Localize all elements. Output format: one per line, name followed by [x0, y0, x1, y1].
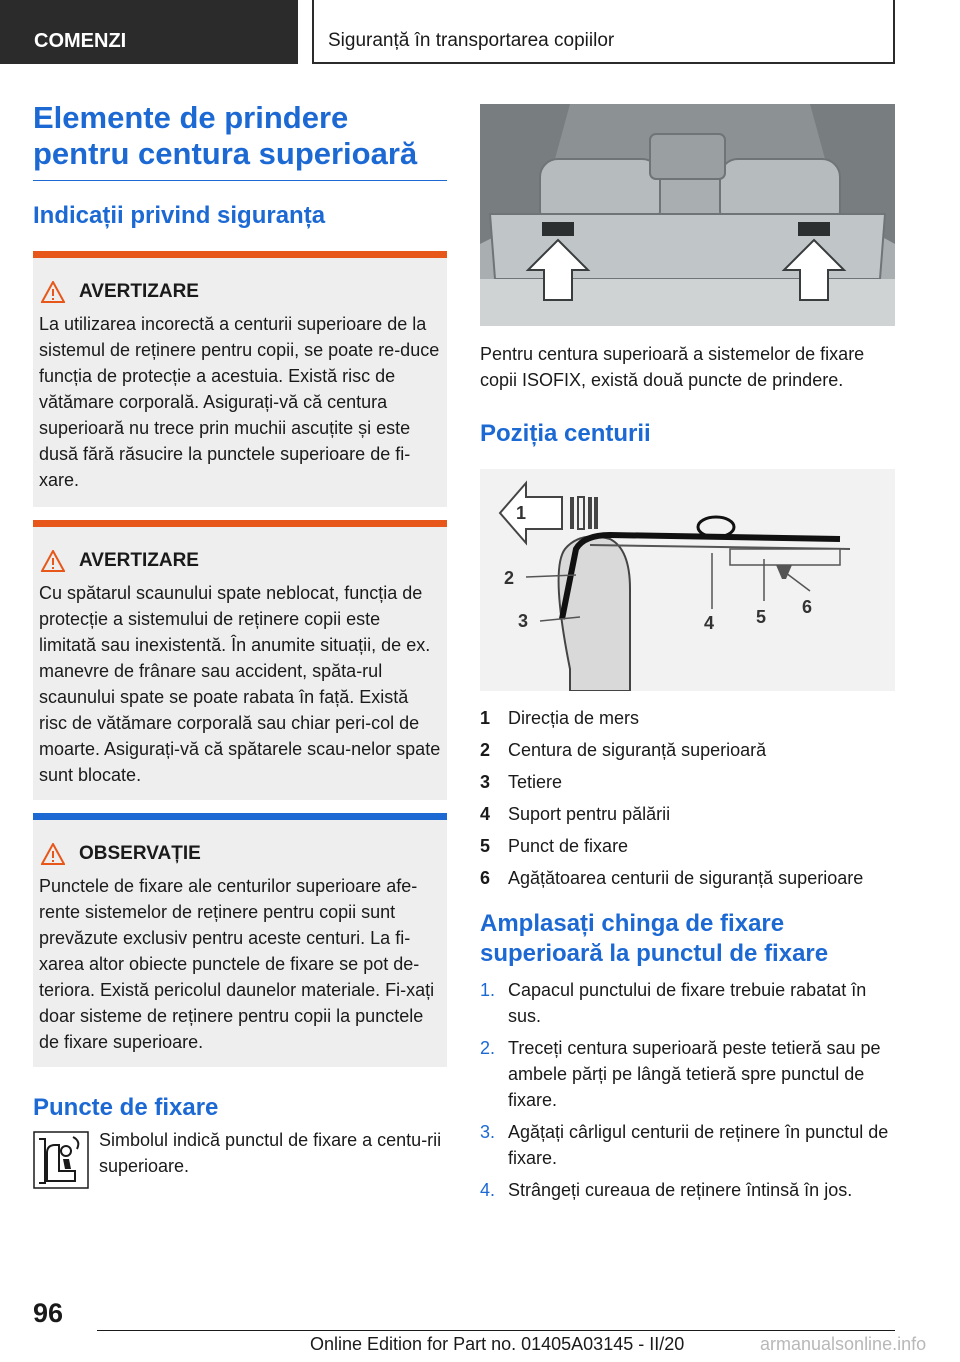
footer-watermark: armanualsonline.info — [760, 1334, 927, 1354]
page-title-line2: pentru centura superioară — [33, 136, 418, 171]
child-seat-anchor-icon — [33, 1131, 89, 1189]
left-column — [33, 100, 447, 1189]
position-heading: Poziția centurii — [480, 420, 651, 447]
rear-seat-anchor-photo — [480, 104, 895, 326]
legend-item: 3 Tetiere — [480, 772, 563, 792]
warning-title: AVERTIZARE — [79, 281, 199, 302]
note-triangle-icon — [41, 843, 65, 865]
footer-rule — [97, 1330, 895, 1331]
step-item: 2. Treceți centura superioară peste tetieră sau pe ambele părți pe lângă tetieră spre punctul de fixare. — [480, 1038, 881, 1110]
legend-item: 6 Agățătoarea centurii de siguranță superioare — [480, 868, 864, 888]
legend-item: 2 Centura de siguranță superioară — [480, 740, 767, 760]
legend-item: 4 Suport pentru pălării — [480, 804, 671, 824]
warning-text: Cu spătarul scaunului spate neblocat, funcția de protecție a sistemului de reținere copii este limitată sau inexistentă. În anumite situații, de ex. manevre de frânare sau accident, spăta-rul scaunului spate se poate rabata în față. Există risc de vătămare corporală sau chiar peri-col de moarte. Asigurați-vă că spătarele scau-nelor spate sunt blocate. — [39, 583, 441, 785]
page-number: 96 — [33, 1298, 64, 1328]
warning-triangle-icon — [41, 550, 65, 572]
page-title-line1: Elemente de prindere — [33, 100, 349, 135]
legend-item: 1 Direcția de mers — [480, 708, 640, 728]
steps-heading-line1: Amplasați chinga de fixare — [480, 910, 785, 937]
callout-6: 6 — [802, 597, 813, 617]
page-title — [33, 100, 447, 172]
safety-heading: Indicații privind siguranța — [33, 202, 326, 229]
anchor-heading: Puncte de fixare — [33, 1094, 219, 1121]
callout-2: 2 — [504, 568, 515, 588]
steps-heading-line2: superioară la punctul de fixare — [480, 940, 829, 967]
warning-triangle-icon — [41, 281, 65, 303]
step-item: 4. Strângeți cureaua de reținere întinsă în jos. — [480, 1180, 853, 1200]
header-section-tab: COMENZI — [0, 0, 298, 64]
belt-position-diagram — [480, 469, 895, 691]
step-item: 3. Agățați cârligul centurii de reținere în punctul de fixare. — [480, 1122, 889, 1168]
header-chapter-title: Siguranță în transportarea copiilor — [312, 0, 895, 64]
warning-bar — [33, 520, 447, 527]
photo-caption: Pentru centura superioară a sistemelor de fixare copii ISOFIX, există două puncte de prindere. — [480, 344, 865, 390]
legend-item: 5 Punct de fixare — [480, 836, 629, 856]
callout-3: 3 — [518, 611, 529, 631]
anchor-text: Simbolul indică punctul de fixare a centu-rii superioare. — [99, 1130, 442, 1176]
footer-edition: Online Edition for Part no. 01405A03145 - II/20 — [310, 1334, 685, 1354]
warning-box-2 — [33, 520, 447, 800]
warning-text: La utilizarea incorectă a centurii superioare de la sistemul de reținere pentru copii, se poate re-duce funcția de protecție a acestuia. Există risc de vătămare corporală. Asigurați-vă că centura superioară nu trece prin muchii ascuțite și este dusă fără răsucire la punctele superioare de fi-xare. — [39, 314, 440, 490]
callout-5: 5 — [756, 607, 767, 627]
callout-1: 1 — [516, 503, 527, 523]
title-rule — [33, 180, 447, 181]
steps-list — [480, 977, 895, 1203]
anchor-row — [33, 1127, 447, 1189]
note-text: Punctele de fixare ale centurilor superioare afe-rente sistemelor de reținere pentru copii sunt prevăzute exclusiv pentru aceste centuri. La fi-xarea altor obiecte punctele de fixare se pot de-teriora. Există pericolul daunelor materiale. Fi-xați doar sisteme de reținere pentru copii la punctele de fixare superioare. — [39, 876, 435, 1052]
steps-heading — [480, 909, 895, 969]
callout-4: 4 — [704, 613, 715, 633]
note-title: OBSERVAȚIE — [79, 843, 201, 864]
warning-bar — [33, 251, 447, 258]
legend-list — [480, 705, 895, 891]
note-box — [33, 813, 447, 1067]
warning-box-1 — [33, 251, 447, 507]
warning-title: AVERTIZARE — [79, 550, 199, 571]
note-bar — [33, 813, 447, 820]
step-item: 1. Capacul punctului de fixare trebuie rabatat în sus. — [480, 980, 867, 1026]
right-column — [480, 104, 895, 1209]
